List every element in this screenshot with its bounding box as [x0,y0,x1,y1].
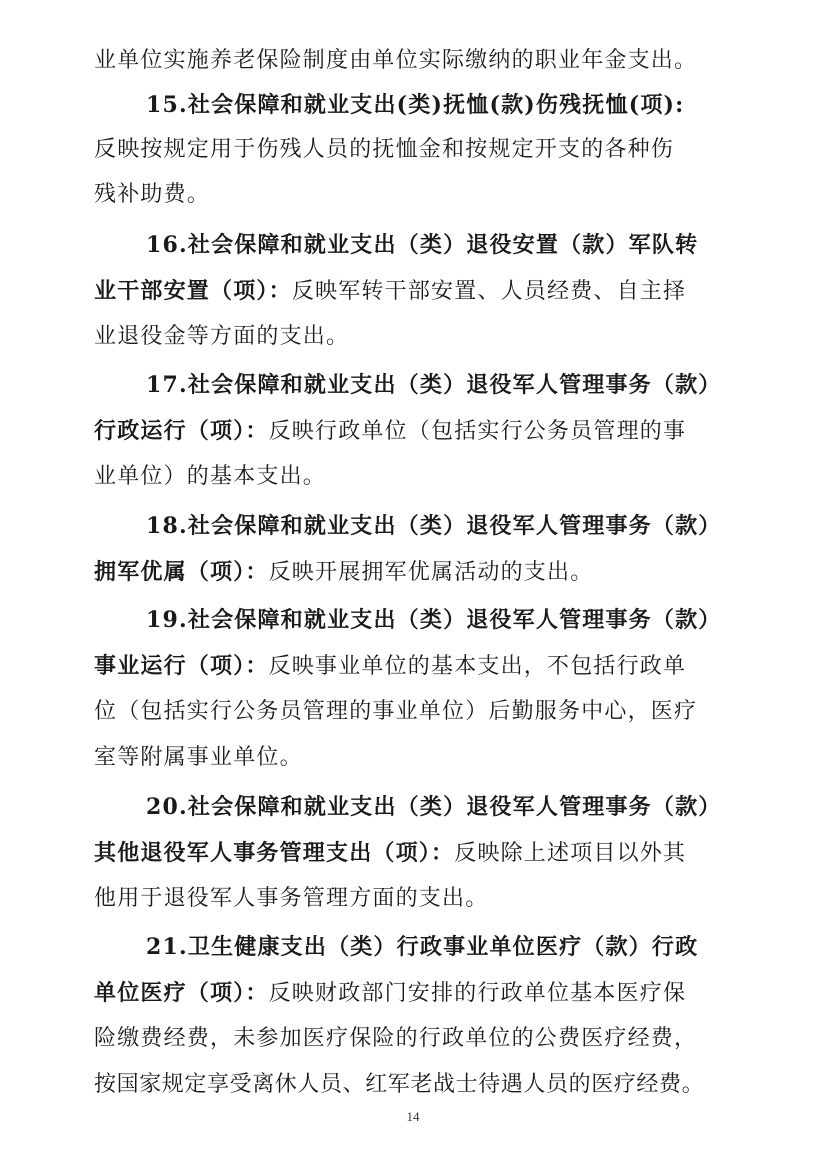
text-line: 业单位）的基本支出。 [94,464,327,489]
item-20-heading-cont: 其他退役军人事务管理支出（项）： [94,840,455,866]
item-21-heading: 21.卫生健康支出（类）行政事业单位医疗（款）行政 [146,934,699,960]
item-16-body: 反映军转干部安置、人员经费、自主择 [291,279,687,304]
text-line: 业单位实施养老保险制度由单位实际缴纳的职业年金支出。 [94,48,698,73]
text-line: 位（包括实行公务员管理的事业单位）后勤服务中心，医疗 [94,699,698,724]
item-19-heading-cont: 事业运行（项）： [94,653,269,679]
text-line [94,978,686,1009]
text-line: 他用于退役军人事务管理方面的支出。 [94,886,489,911]
page-number: 14 [406,1109,420,1124]
item-19-heading: 19.社会保障和就业支出（类）退役军人管理事务（款） [146,607,722,633]
text-line [94,557,593,588]
item-18-heading-cont: 拥军优属（项）： [94,559,269,585]
text-line: 反映按规定用于伤残人员的抚恤金和按规定开支的各种伤 [94,137,675,162]
item-18-heading: 18.社会保障和就业支出（类）退役军人管理事务（款） [146,513,722,539]
text-line [94,416,686,447]
item-20-heading: 20.社会保障和就业支出（类）退役军人管理事务（款） [146,794,722,820]
item-19-body: 反映事业单位的基本支出，不包括行政单 [268,654,687,679]
item-17-body: 反映行政单位（包括实行公务员管理的事 [268,419,687,444]
item-15-heading: 15.社会保障和就业支出(类)抚恤(款)伤残抚恤(项): [146,92,685,118]
text-line: 按国家规定享受离休人员、红军老战士待遇人员的医疗经费。 [94,1072,705,1097]
text-line [94,276,686,307]
item-21-body: 反映财政部门安排的行政单位基本医疗保 [268,981,687,1006]
text-line: 残补助费。 [94,182,211,207]
text-line: 险缴费经费，未参加医疗保险的行政单位的公费医疗经费， [94,1026,698,1051]
text-line [94,838,686,869]
item-16-heading-cont: 业干部安置（项）： [94,278,292,304]
item-17-heading-cont: 行政运行（项）： [94,418,269,444]
text-line: 室等附属事业单位。 [94,745,303,770]
text-line [94,651,686,682]
item-16-heading: 16.社会保障和就业支出（类）退役安置（款）军队转 [146,232,699,258]
item-17-heading: 17.社会保障和就业支出（类）退役军人管理事务（款） [146,372,722,398]
text-line: 业退役金等方面的支出。 [94,324,350,349]
item-21-heading-cont: 单位医疗（项）： [94,980,269,1006]
item-20-body: 反映除上述项目以外其 [454,841,687,866]
item-18-body: 反映开展拥军优属活动的支出。 [268,560,594,585]
